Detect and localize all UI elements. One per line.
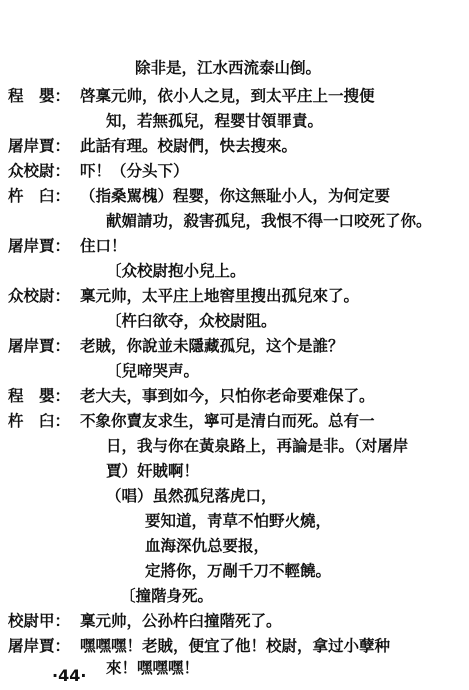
speaker-label: 屠岸賈： [8, 136, 71, 155]
line-text: 献媚請功，殺害孤兒，我恨不得一口咬死了你。 [106, 211, 432, 230]
script-line [0, 609, 469, 633]
script-line [0, 159, 469, 183]
script-line [0, 409, 469, 433]
line-text: 要知道，靑草不怕野火燒， [145, 511, 332, 530]
line-text: 稟元帅，公孙杵臼撞階死了。 [80, 611, 282, 630]
script-line [0, 384, 469, 408]
script-line [0, 84, 469, 108]
script-line [0, 334, 469, 358]
speaker-label: 众校尉： [8, 286, 71, 305]
line-text: 〔撞階身死。 [120, 586, 214, 605]
line-text: 嘿嘿嘿！老賊，便宜了他！校尉，拿过小孽种 [80, 636, 391, 655]
song-line [0, 534, 469, 558]
line-text: 老賊，你說並未隱藏孤兒，这个是誰？ [80, 336, 344, 355]
stage-direction [0, 309, 469, 333]
line-text: 除非是，江水西流泰山倒。 [135, 58, 322, 77]
speaker-label: 众校尉： [8, 161, 71, 180]
line-text: 賈）奸賊啊！ [106, 461, 200, 480]
line-text: （唱）虽然孤兒落虎口， [106, 486, 277, 505]
speaker-label: 校尉甲： [8, 611, 71, 630]
script-line [0, 434, 469, 458]
line-text: 啓稟元帅，依小人之見，到太平庄上一搜便 [80, 86, 375, 105]
line-text: （指桑駡槐）程婴，你这無耻小人，为何定要 [80, 186, 391, 205]
stage-direction [0, 359, 469, 383]
line-text: 老大夫，事到如今，只怕你老命要难保了。 [80, 386, 375, 405]
page-number: ·44· [52, 666, 87, 685]
speaker-label: 程 嬰： [8, 386, 71, 405]
song-line [0, 559, 469, 583]
line-text: 〔众校尉抱小兒上。 [106, 261, 246, 280]
speaker-label: 杵 臼： [8, 411, 71, 430]
line-text: 日，我与你在黃泉路上，再論是非。（对屠岸 [106, 436, 409, 455]
script-line [0, 134, 469, 158]
speaker-label: 屠岸賈： [8, 336, 71, 355]
script-line [0, 234, 469, 258]
script-line [0, 634, 469, 658]
speaker-label: 屠岸賈： [8, 636, 71, 655]
script-line [0, 56, 469, 80]
line-text: 稟元帅，太平庄上地窖里搜出孤兒來了。 [80, 286, 360, 305]
script-line [0, 284, 469, 308]
script-line [0, 209, 469, 233]
line-text: 此話有理。校尉們，快去搜來。 [80, 136, 298, 155]
speaker-label: 屠岸賈： [8, 236, 71, 255]
stage-direction [0, 584, 469, 608]
line-text: 〔兒啼哭声。 [106, 361, 200, 380]
line-text: 血海深仇总要报， [145, 536, 270, 555]
song-line [0, 509, 469, 533]
speaker-label: 程 嬰： [8, 86, 71, 105]
line-text: 知，若無孤兒，程婴甘領罪責。 [106, 111, 324, 130]
line-text: 〔杵臼欲夺，众校尉阻。 [106, 311, 277, 330]
line-text: 住口！ [80, 236, 127, 255]
script-line [0, 109, 469, 133]
script-line [0, 459, 469, 483]
line-text: 吓！（分头下） [80, 161, 189, 180]
line-text: 定將你，万剮千刀不輕饒。 [145, 561, 332, 580]
line-text: 來！嘿嘿嘿！ [106, 658, 200, 677]
script-line [0, 184, 469, 208]
stage-direction [0, 259, 469, 283]
speaker-label: 杵 臼： [8, 186, 71, 205]
song-line [0, 484, 469, 508]
line-text: 不象你賣友求生，寧可是清白而死。总有一 [80, 411, 375, 430]
